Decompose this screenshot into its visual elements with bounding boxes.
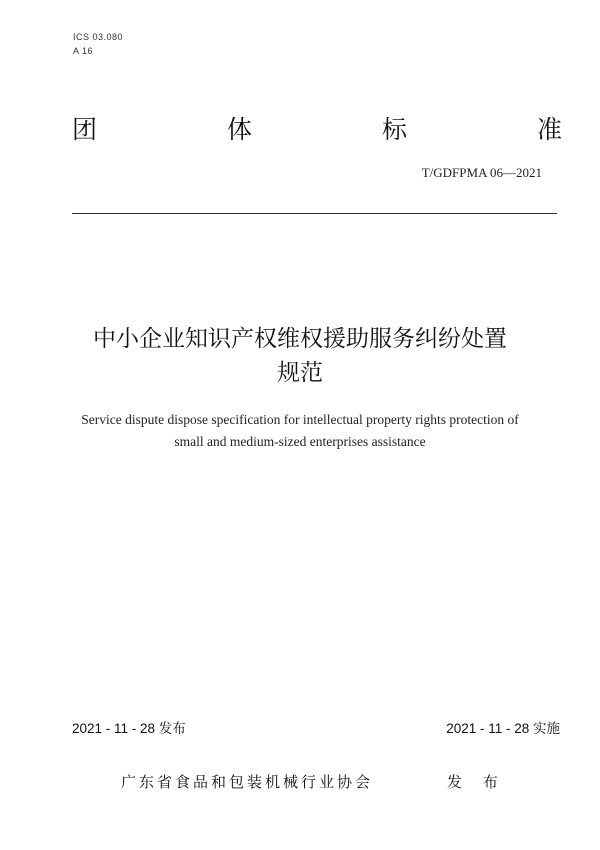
issuer-action: 发 布	[447, 773, 506, 791]
standard-type-heading	[72, 113, 562, 147]
standard-type-char: 体	[226, 115, 252, 144]
standard-type-char: 准	[536, 115, 562, 144]
header-divider	[72, 213, 557, 214]
english-title-line: Service dispute dispose specification for intellectual property rights protection of	[81, 412, 519, 427]
english-title	[50, 409, 550, 453]
standard-type-char: 标	[381, 115, 407, 144]
standard-type-char: 团	[72, 115, 98, 144]
chinese-title	[40, 322, 560, 390]
chinese-title-line: 中小企业知识产权维权援助服务纠纷处置	[93, 326, 507, 352]
standard-number: T/GDFPMA 06—2021	[421, 165, 542, 180]
issuer-name: 广东省食品和包装机械行业协会	[121, 773, 374, 791]
ccs-code: A 16	[73, 46, 94, 56]
implementation-date: 2021 - 11 - 28 实施	[446, 721, 560, 736]
publication-date: 2021 - 11 - 28 发布	[72, 721, 186, 736]
english-title-line: small and medium-sized enterprises assistance	[174, 434, 426, 449]
classification-codes	[73, 30, 123, 58]
chinese-title-line: 规范	[277, 360, 323, 386]
ics-code: ICS 03.080	[73, 32, 124, 42]
